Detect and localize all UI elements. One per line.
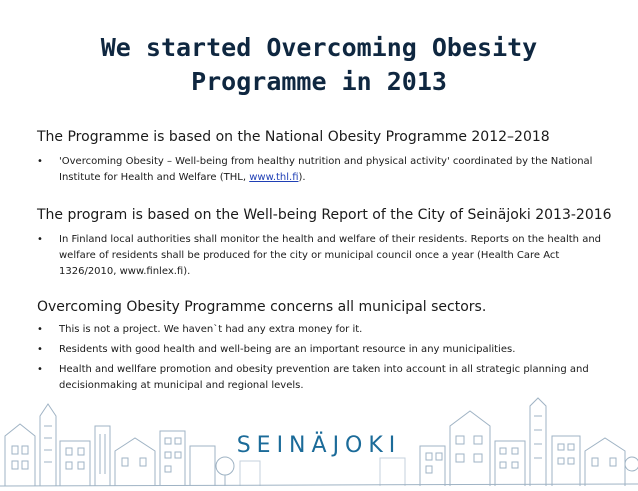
bullet-text: In Finland local authorities shall monitor the health and welfare of their residents. Reports on the health and welfare of residents shall be produced for the city or municipal council once a year (Health Care Act 1326/2010, www.finlex.fi). xyxy=(59,234,602,277)
bullet-icon: • xyxy=(37,364,43,375)
list-item xyxy=(37,232,603,280)
section-3-heading: Overcoming Obesity Programme concerns all municipal sectors. xyxy=(37,299,487,315)
title-line-1: We started Overcoming Obesity xyxy=(100,33,538,62)
bullet-text: This is not a project. We haven`t had any extra money for it. xyxy=(59,324,363,335)
section-1-list xyxy=(37,154,603,186)
list-item xyxy=(37,362,603,394)
bullet-text: 'Overcoming Obesity – Well-being from healthy nutrition and physical activity' coordinated by the National Institute for Health and Welfare (THL, xyxy=(59,156,593,183)
thl-link[interactable]: www.thl.fi xyxy=(249,172,299,183)
bullet-icon: • xyxy=(37,344,43,355)
bullet-text-tail: ). xyxy=(298,172,306,183)
slide-content xyxy=(37,128,612,394)
bullet-icon: • xyxy=(37,156,43,167)
bullet-text: Residents with good health and well-being are an important resource in any municipalities. xyxy=(59,344,516,355)
list-item xyxy=(37,342,603,358)
seinajoki-logo: SEINÄJOKI xyxy=(236,433,402,458)
bullet-icon: • xyxy=(37,324,43,335)
section-3-list xyxy=(37,322,603,394)
list-item xyxy=(37,154,603,186)
list-item xyxy=(37,322,603,338)
slide-title xyxy=(0,31,638,99)
section-1-heading: The Programme is based on the National Obesity Programme 2012–2018 xyxy=(37,129,550,145)
bullet-text: Health and wellfare promotion and obesity prevention are taken into account in all strategic planning and decisionmaking at municipal and regional levels. xyxy=(59,364,589,391)
bullet-icon: • xyxy=(37,234,43,245)
section-2-list xyxy=(37,232,603,280)
title-line-2: Programme in 2013 xyxy=(191,67,447,96)
section-2-heading: The program is based on the Well-being Report of the City of Seinäjoki 2013-2016 xyxy=(37,207,612,223)
